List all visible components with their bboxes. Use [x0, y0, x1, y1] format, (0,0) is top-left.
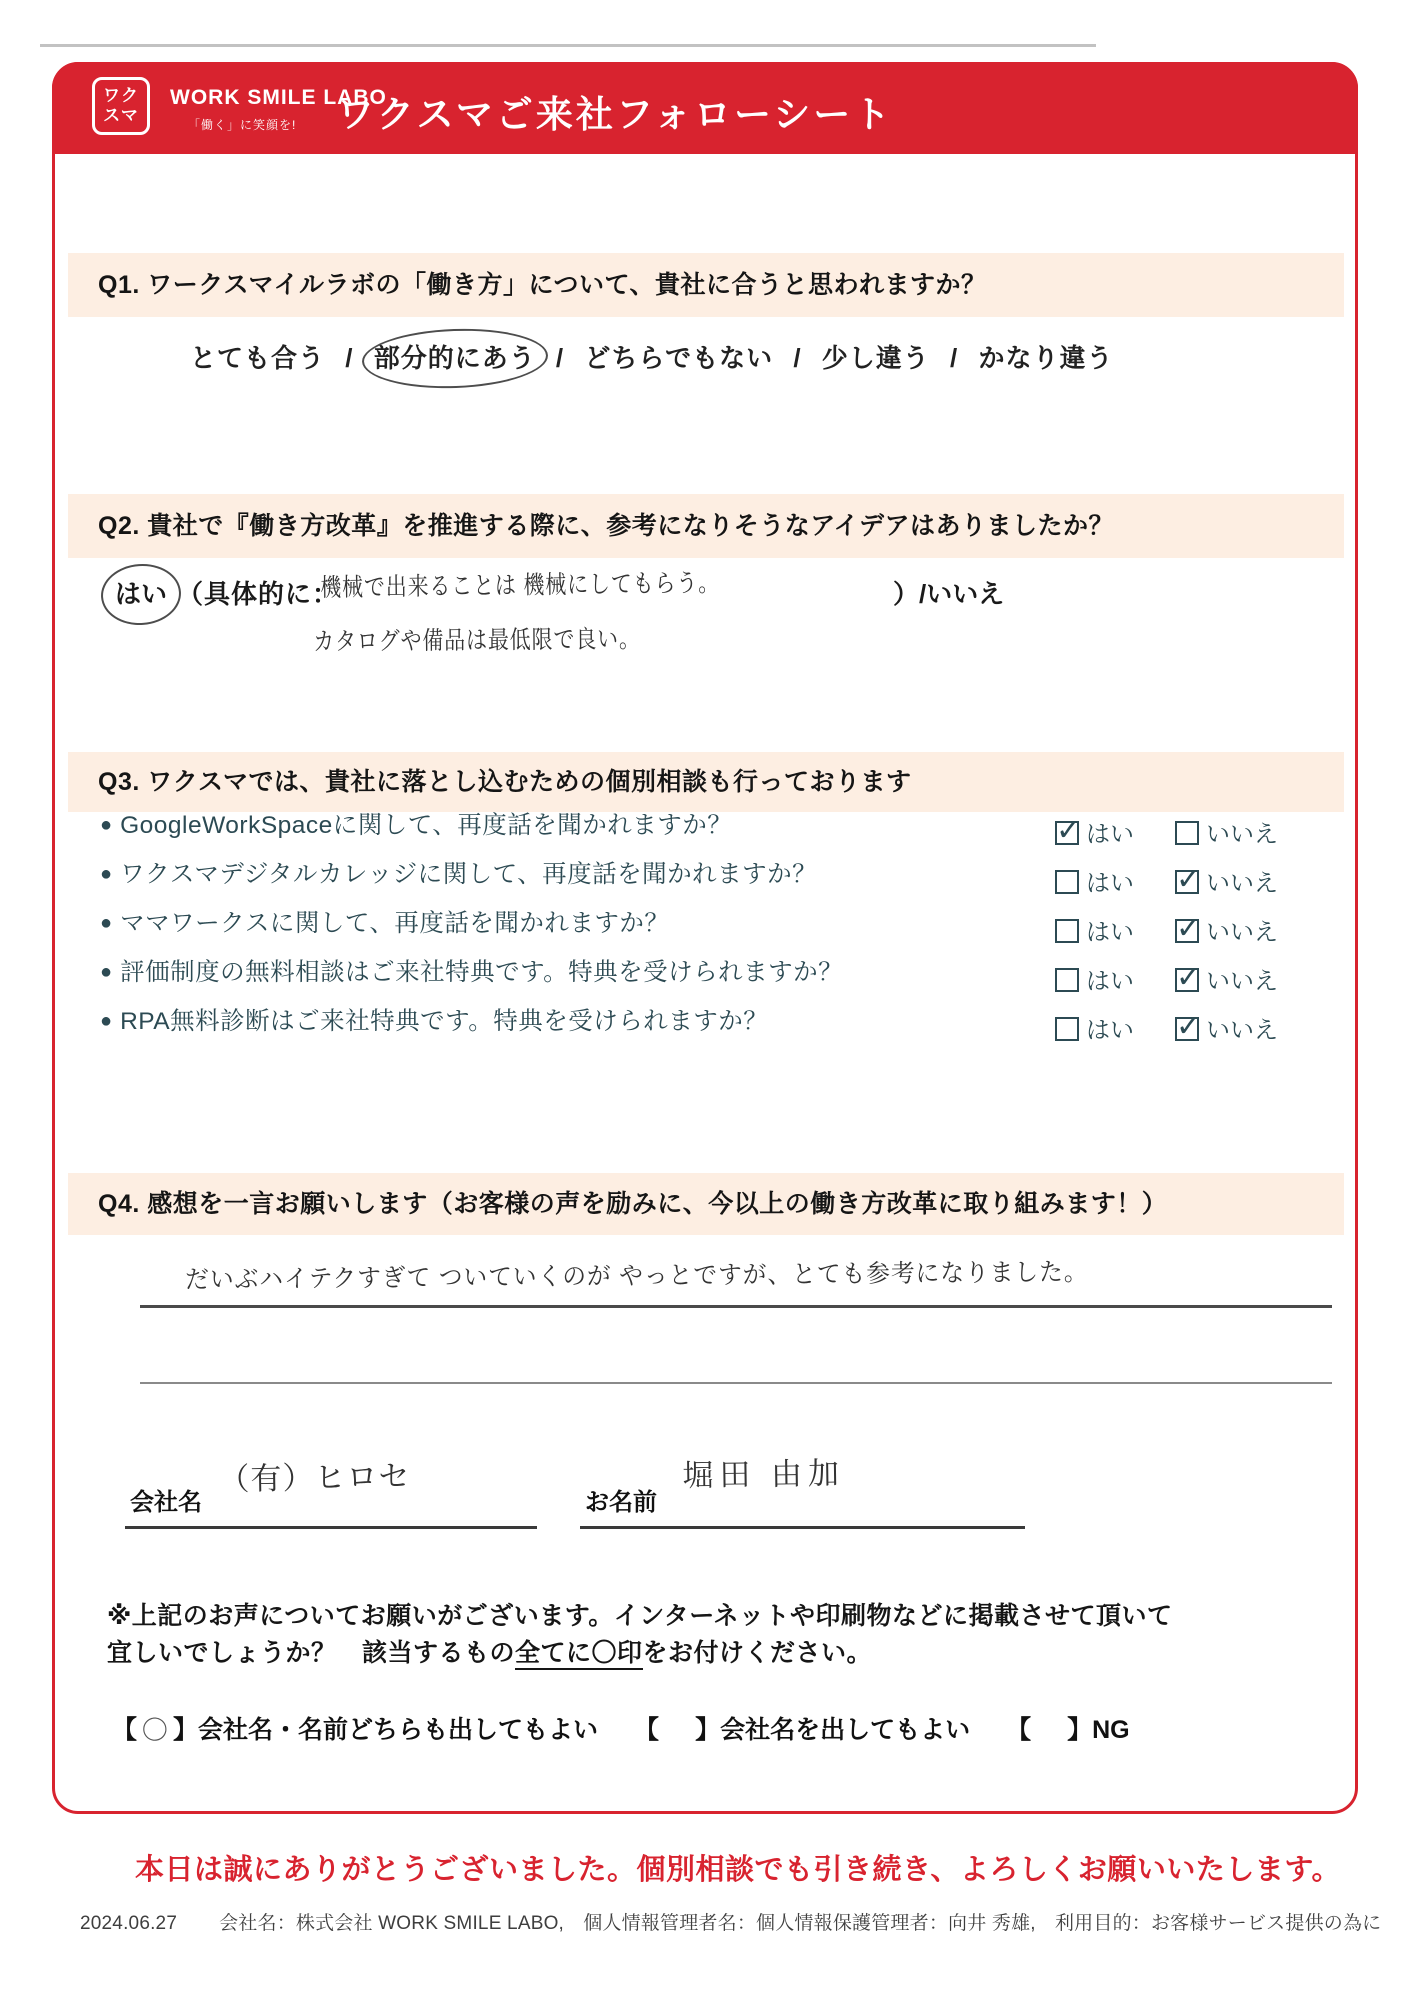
person-signature-line — [580, 1526, 1025, 1529]
bracket-open: 【 — [634, 1716, 660, 1744]
q1-heading: Q1. ワークスマイルラボの「働き方」について、貴社に合うと思われますか？ — [68, 253, 1344, 317]
consent-note-line1: ※上記のお声についてお願いがございます。インターネットや印刷物などに掲載させて頂いて — [107, 1602, 1173, 1630]
bracket-open: 【 — [112, 1716, 138, 1744]
q3-item-label: 評価制度の無料相談はご来社特典です。特典を受けられますか？ — [120, 959, 844, 986]
footer-meta — [80, 1908, 1381, 1935]
consent-note-line2 — [107, 1635, 1327, 1672]
checkbox-yes-group — [1055, 814, 1134, 849]
option-separator: / — [337, 343, 362, 373]
q2-handwritten-line1: 機械で出来ることは 機械にしてもらう。 — [320, 569, 721, 602]
checkbox-yes[interactable] — [1055, 870, 1079, 894]
checkbox-yes-group — [1055, 912, 1134, 947]
q3-item-label: ワクスマデジタルカレッジに関して、再度話を聞かれますか？ — [120, 861, 818, 888]
q4-heading: Q4. 感想を一言お願いします（お客様の声を励みに、今以上の働き方改革に取り組みます！） — [68, 1173, 1344, 1235]
checkbox-yes-label: はい — [1086, 821, 1134, 848]
checkbox-no-label: いいえ — [1206, 821, 1278, 848]
checkbox-yes[interactable] — [1055, 968, 1079, 992]
q1-option[interactable]: かなり違う — [978, 343, 1114, 373]
q2-handwritten-line2: カタログや備品は最低限で良い。 — [313, 625, 641, 656]
consent-option[interactable] — [634, 1710, 970, 1747]
consent-option-label: 会社名・名前どちらも出してもよい — [198, 1716, 599, 1744]
checkbox-no[interactable] — [1175, 821, 1199, 845]
checkbox-yes-group — [1055, 863, 1134, 898]
checkbox-no-label: いいえ — [1206, 1017, 1278, 1044]
bullet-icon: ● — [100, 912, 113, 934]
comment-underline-1 — [140, 1305, 1332, 1308]
q3-item-row — [100, 953, 1344, 1002]
checkbox-no-group — [1175, 912, 1278, 947]
q3-item-row — [100, 806, 1344, 855]
checkbox-yes[interactable] — [1055, 1017, 1079, 1041]
checkbox-yes[interactable] — [1055, 821, 1079, 845]
checkbox-yes-label: はい — [1086, 870, 1134, 897]
q3-item-label: ママワークスに関して、再度話を聞かれますか？ — [120, 910, 670, 937]
company-name-label: 会社名 — [130, 1489, 202, 1516]
q2-detail-label: （具体的に： — [177, 579, 340, 609]
checkbox-no-group — [1175, 814, 1278, 849]
consent-option[interactable] — [1006, 1710, 1130, 1747]
q3-item-label: GoogleWorkSpaceに関して、再度話を聞かれますか？ — [120, 812, 733, 839]
checkbox-no-group — [1175, 863, 1278, 898]
bullet-icon: ● — [100, 863, 113, 885]
consent-option[interactable] — [112, 1710, 598, 1747]
q4-handwritten-comment: だいぶハイテクすぎて ついていくのが やっとですが、とても参考になりました。 — [185, 1258, 1089, 1294]
company-signature-line — [125, 1526, 537, 1529]
checkbox-yes-group — [1055, 961, 1134, 996]
q2-no-option[interactable]: ）/いいえ — [893, 579, 1005, 609]
bracket-close: 】 — [695, 1716, 721, 1744]
company-name-value: （有）ヒロセ — [218, 1458, 411, 1497]
consent-note — [107, 1598, 1327, 1672]
brand-name: WORK SMILE LABO — [170, 86, 387, 109]
bullet-icon: ● — [100, 961, 113, 983]
q3-item-row — [100, 1002, 1344, 1051]
q3-item-row — [100, 904, 1344, 953]
scan-artifact-line — [40, 44, 1096, 47]
checkbox-yes-label: はい — [1086, 968, 1134, 995]
checkbox-no-group — [1175, 1010, 1278, 1045]
q3-items — [100, 806, 1344, 1051]
checkbox-yes-label: はい — [1086, 919, 1134, 946]
footer-date: 2024.06.27 — [80, 1913, 178, 1934]
empty-mark-slot — [1031, 1737, 1067, 1741]
logo-text-line1: ワク — [103, 85, 139, 105]
checkbox-yes-group — [1055, 1010, 1134, 1045]
header-band — [52, 62, 1358, 154]
consent-note-line2-post: をお付けください。 — [642, 1639, 873, 1667]
q3-item-row — [100, 855, 1344, 904]
footer-meta-text: 会社名：株式会社 WORK SMILE LABO, 個人情報管理者名：個人情報保護管理者：向井 秀雄, 利用目的：お客様サービス提供の為に — [219, 1913, 1382, 1934]
checkbox-yes-label: はい — [1086, 1017, 1134, 1044]
q2-yes-option[interactable]: はい — [115, 574, 167, 611]
checkbox-no[interactable] — [1175, 968, 1199, 992]
option-separator: / — [941, 343, 967, 373]
q2-answer-row — [115, 566, 1355, 681]
checkbox-no-label: いいえ — [1206, 968, 1278, 995]
handwritten-circle-mark: 〇 — [140, 1713, 170, 1747]
empty-mark-slot — [659, 1737, 695, 1741]
checkbox-no-label: いいえ — [1206, 870, 1278, 897]
option-separator: / — [785, 343, 810, 373]
bracket-close: 】 — [173, 1716, 199, 1744]
q1-option[interactable]: とても合う — [190, 343, 326, 373]
checkbox-no[interactable] — [1175, 919, 1199, 943]
q1-option[interactable]: 部分的にあう — [374, 338, 536, 375]
checkbox-no-label: いいえ — [1206, 919, 1278, 946]
person-name-label: お名前 — [585, 1489, 657, 1516]
q1-option[interactable]: 少し違う — [821, 343, 930, 373]
checkbox-yes[interactable] — [1055, 919, 1079, 943]
person-name-value: 堀田 由加 — [682, 1455, 846, 1493]
checkbox-no[interactable] — [1175, 870, 1199, 894]
bracket-close: 】 — [1067, 1716, 1093, 1744]
checkbox-no[interactable] — [1175, 1017, 1199, 1041]
bullet-icon: ● — [100, 1010, 113, 1032]
option-separator: / — [547, 343, 573, 373]
bracket-open: 【 — [1006, 1716, 1032, 1744]
page-title: ワクスマご来社フォローシート — [337, 94, 894, 135]
consent-option-label: 会社名を出してもよい — [720, 1716, 971, 1744]
logo-text-line2: スマ — [103, 106, 139, 125]
checkbox-no-group — [1175, 961, 1278, 996]
worksmilelabo-logo-icon — [92, 77, 150, 135]
comment-underline-2 — [140, 1382, 1332, 1384]
bullet-icon: ● — [100, 814, 113, 836]
q3-heading: Q3. ワクスマでは、貴社に落とし込むための個別相談も行っております — [68, 752, 1344, 812]
consent-options — [112, 1710, 1130, 1747]
q3-item-label: RPA無料診断はご来社特典です。特典を受けられますか？ — [120, 1008, 769, 1035]
q2-heading: Q2. 貴社で『働き方改革』を推進する際に、参考になりそうなアイデアはありましたか？ — [68, 494, 1344, 558]
consent-note-underlined: 全てに〇印 — [515, 1639, 643, 1670]
q1-options — [190, 338, 1114, 375]
consent-note-line2-pre: 宜しいでしょうか？ 該当するもの — [107, 1639, 516, 1667]
consent-option-label: NG — [1092, 1716, 1130, 1744]
brand-tagline: 「働く」に笑顔を! — [188, 118, 297, 132]
q1-option[interactable]: どちらでもない — [584, 343, 774, 373]
thanks-message: 本日は誠にありがとうございました。個別相談でも引き続き、よろしくお願いいたします。 — [135, 1854, 1342, 1886]
